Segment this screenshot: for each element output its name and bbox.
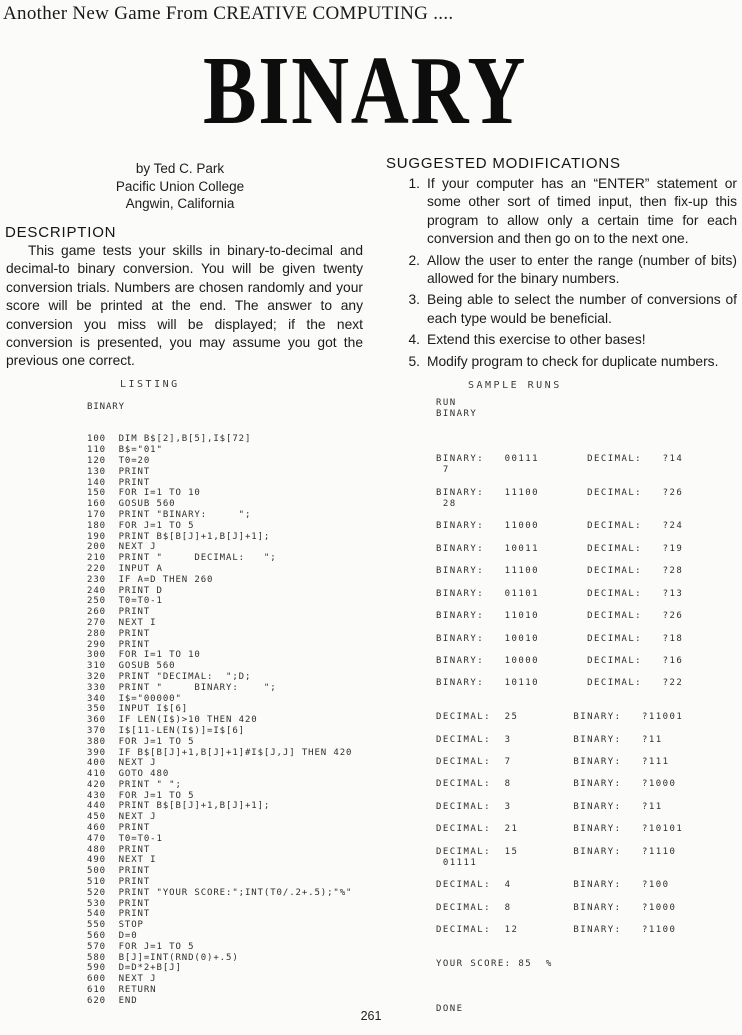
output-line: BINARY: 10010 DECIMAL: ?18 [436, 633, 684, 644]
listing-heading: LISTING [120, 379, 180, 390]
byline [0, 160, 360, 213]
output-line: 540 PRINT [87, 909, 151, 920]
output-line: 290 PRINT [87, 639, 151, 650]
output-line: BINARY [87, 402, 125, 412]
modification-number: 1. [408, 176, 420, 191]
output-line: 28 [436, 498, 457, 509]
output-line: 150 FOR I=1 TO 10 [87, 488, 201, 499]
output-line: 440 PRINT B$[B[J]+1,B[J]+1]; [87, 801, 271, 812]
output-line [436, 443, 683, 454]
output-line: 280 PRINT [87, 628, 151, 639]
output-line: 300 FOR I=1 TO 10 [87, 650, 201, 661]
output-line: 520 PRINT "YOUR SCORE:";INT(T0/.2+.5);"%" [87, 887, 353, 898]
output-line: 430 FOR J=1 TO 5 [87, 790, 195, 801]
output-line: BINARY: 00111 DECIMAL: ?14 [436, 454, 684, 465]
sample-runs-heading: SAMPLE RUNS [468, 380, 562, 391]
output-line [436, 432, 683, 443]
page-number: 261 [360, 1009, 382, 1023]
output-line: DECIMAL: 3 BINARY: ?11 [436, 734, 663, 745]
output-line: DECIMAL: 25 BINARY: ?11001 [436, 712, 684, 723]
output-line: 270 NEXT I [87, 617, 157, 628]
output-line: 180 FOR J=1 TO 5 [87, 520, 195, 531]
output-line [87, 424, 352, 435]
output-line: 510 PRINT [87, 877, 151, 888]
output-line: DECIMAL: 15 BINARY: ?1110 [436, 846, 677, 857]
modification-number: 5. [408, 353, 420, 369]
listing-code [87, 402, 352, 1007]
output-line: 610 RETURN [87, 985, 157, 996]
output-line: 340 I$="00000" [87, 693, 182, 704]
modifications-heading: SUGGESTED MODIFICATIONS [386, 155, 621, 172]
output-line: 190 PRINT B$[B[J]+1,B[J]+1]; [87, 531, 271, 542]
output-line: 570 FOR J=1 TO 5 [87, 941, 195, 952]
output-line: 490 NEXT I [87, 855, 157, 866]
modification-text: Modify program to check for duplicate numbers. [427, 353, 719, 369]
output-line: BINARY: 11010 DECIMAL: ?26 [436, 611, 684, 622]
modification-item [386, 291, 737, 328]
output-line: 7 [436, 465, 450, 476]
output-line: 260 PRINT [87, 607, 151, 618]
output-line [436, 723, 683, 734]
output-line: 390 IF B$[B[J]+1,B[J]+1]#I$[J,J] THEN 420 [87, 747, 353, 758]
output-line: 530 PRINT [87, 898, 151, 909]
output-line: 310 GOSUB 560 [87, 661, 176, 672]
output-line: 140 PRINT [87, 477, 151, 488]
output-line [436, 768, 683, 779]
modification-text: Being able to select the number of conversions of each type would be beneficial. [427, 292, 737, 326]
modification-item [386, 252, 737, 289]
output-line: 200 NEXT J [87, 542, 157, 553]
description-body: This game tests your skills in binary-to-decimal and decimal-to binary conversion. You will be given twenty conversion trials. Numbers are chosen randomly and your score will be printed at the end. The answer to any conversion you miss will be displayed; if the next conversion is presented, you may assume you got the previous one correct. [6, 243, 363, 369]
output-line: 250 T0=T0-1 [87, 596, 163, 607]
page-header-text: Another New Game From CREATIVE COMPUTING .... [3, 3, 454, 24]
output-line [436, 477, 683, 488]
output-line: BINARY: 11000 DECIMAL: ?24 [436, 521, 684, 532]
output-line: 400 NEXT J [87, 758, 157, 769]
output-line [436, 813, 683, 824]
output-line: 210 PRINT " DECIMAL: "; [87, 553, 277, 564]
output-line [436, 892, 683, 903]
modification-text: Extend this exercise to other bases! [427, 332, 646, 348]
output-line [436, 420, 683, 431]
output-line: DECIMAL: 4 BINARY: ?100 [436, 880, 670, 891]
modification-item [386, 353, 737, 371]
output-line: 320 PRINT "DECIMAL: ";D; [87, 671, 252, 682]
output-line: 460 PRINT [87, 823, 151, 834]
output-line [436, 914, 683, 925]
output-line: 600 NEXT J [87, 974, 157, 985]
output-line [436, 667, 683, 678]
byline-college: Pacific Union College [115, 178, 245, 194]
output-line: 620 END [87, 995, 138, 1006]
output-line: 380 FOR J=1 TO 5 [87, 736, 195, 747]
output-line: BINARY: 10011 DECIMAL: ?19 [436, 543, 684, 554]
output-line [436, 690, 683, 701]
output-line: 350 INPUT I$[6] [87, 704, 189, 715]
output-line: 130 PRINT [87, 466, 151, 477]
output-line: DECIMAL: 12 BINARY: ?1100 [436, 925, 677, 936]
output-line: 330 PRINT " BINARY: "; [87, 682, 277, 693]
output-line [436, 836, 683, 847]
output-line [436, 555, 683, 566]
output-line: 590 D=D*2+B[J] [87, 963, 182, 974]
output-line: YOUR SCORE: 85 % [436, 958, 553, 969]
output-line: 120 T0=20 [87, 455, 151, 466]
output-line: 580 B[J]=INT(RND(0)+.5) [87, 952, 239, 963]
output-line: BINARY: 10110 DECIMAL: ?22 [436, 678, 684, 689]
output-line: BINARY: 11100 DECIMAL: ?26 [436, 487, 684, 498]
output-line: 560 D=0 [87, 931, 138, 942]
output-line [436, 622, 683, 633]
output-line: 470 T0=T0-1 [87, 833, 163, 844]
output-line: BINARY: 11100 DECIMAL: ?28 [436, 566, 684, 577]
output-line [436, 578, 683, 589]
byline-author: by Ted C. Park [135, 161, 225, 176]
output-line: 480 PRINT [87, 844, 151, 855]
output-line [436, 600, 683, 611]
output-line: 370 I$[11-LEN(I$)]=I$[6] [87, 725, 245, 736]
output-line [436, 701, 683, 712]
output-line: 230 IF A=D THEN 260 [87, 574, 214, 585]
output-line: DECIMAL: 21 BINARY: ?10101 [436, 824, 684, 835]
sample-runs-output [436, 398, 683, 1015]
description-heading: DESCRIPTION [5, 224, 117, 241]
output-line: 240 PRINT D [87, 585, 163, 596]
output-line [436, 510, 683, 521]
output-line: 100 DIM B$[2],B[5],I$[72] [87, 434, 252, 445]
output-line: 360 IF LEN(I$)>10 THEN 420 [87, 715, 258, 726]
output-line: 160 GOSUB 560 [87, 499, 176, 510]
modification-number: 3. [408, 292, 420, 308]
modification-text: If your computer has an “ENTER” statement or some other sort of timed input, then fix-up this program to allow only a certain time for each conversion and then go on to the next one. [427, 176, 737, 247]
output-line [436, 533, 683, 544]
game-title: BINARY [202, 37, 528, 145]
output-line: 420 PRINT " "; [87, 779, 182, 790]
output-line [436, 645, 683, 656]
output-line: 220 INPUT A [87, 563, 163, 574]
output-line [436, 937, 683, 948]
output-line: DECIMAL: 8 BINARY: ?1000 [436, 902, 677, 913]
output-line [436, 869, 683, 880]
output-line [436, 791, 683, 802]
modification-item [386, 175, 737, 249]
output-line: RUN [436, 398, 457, 408]
byline-location: Angwin, California [125, 196, 235, 211]
output-line: DONE [436, 1003, 464, 1014]
modification-number: 2. [408, 252, 420, 268]
output-line: DECIMAL: 3 BINARY: ?11 [436, 801, 663, 812]
suggested-modifications-section [386, 155, 737, 371]
output-line: 550 STOP [87, 920, 144, 931]
output-line [436, 981, 683, 992]
output-line: BINARY: 01101 DECIMAL: ?13 [436, 588, 684, 599]
output-line: 450 NEXT J [87, 812, 157, 823]
output-line: 410 GOTO 480 [87, 769, 170, 780]
output-line [436, 993, 683, 1004]
output-line: 01111 [436, 857, 478, 868]
output-line: BINARY: 10000 DECIMAL: ?16 [436, 656, 684, 667]
output-line: BINARY [436, 409, 478, 420]
modification-item [386, 331, 737, 349]
output-line: 110 B$="01" [87, 445, 163, 456]
output-line [436, 970, 683, 981]
output-line [436, 948, 683, 959]
modification-text: Allow the user to enter the range (number of bits) allowed for the binary numbers. [427, 252, 737, 287]
modification-number: 4. [408, 332, 420, 348]
output-line: DECIMAL: 8 BINARY: ?1000 [436, 779, 677, 790]
output-line: DECIMAL: 7 BINARY: ?111 [436, 757, 670, 767]
output-line: 500 PRINT [87, 866, 151, 877]
output-line: 170 PRINT "BINARY: "; [87, 509, 252, 520]
output-line [436, 746, 683, 757]
output-line [87, 413, 352, 424]
